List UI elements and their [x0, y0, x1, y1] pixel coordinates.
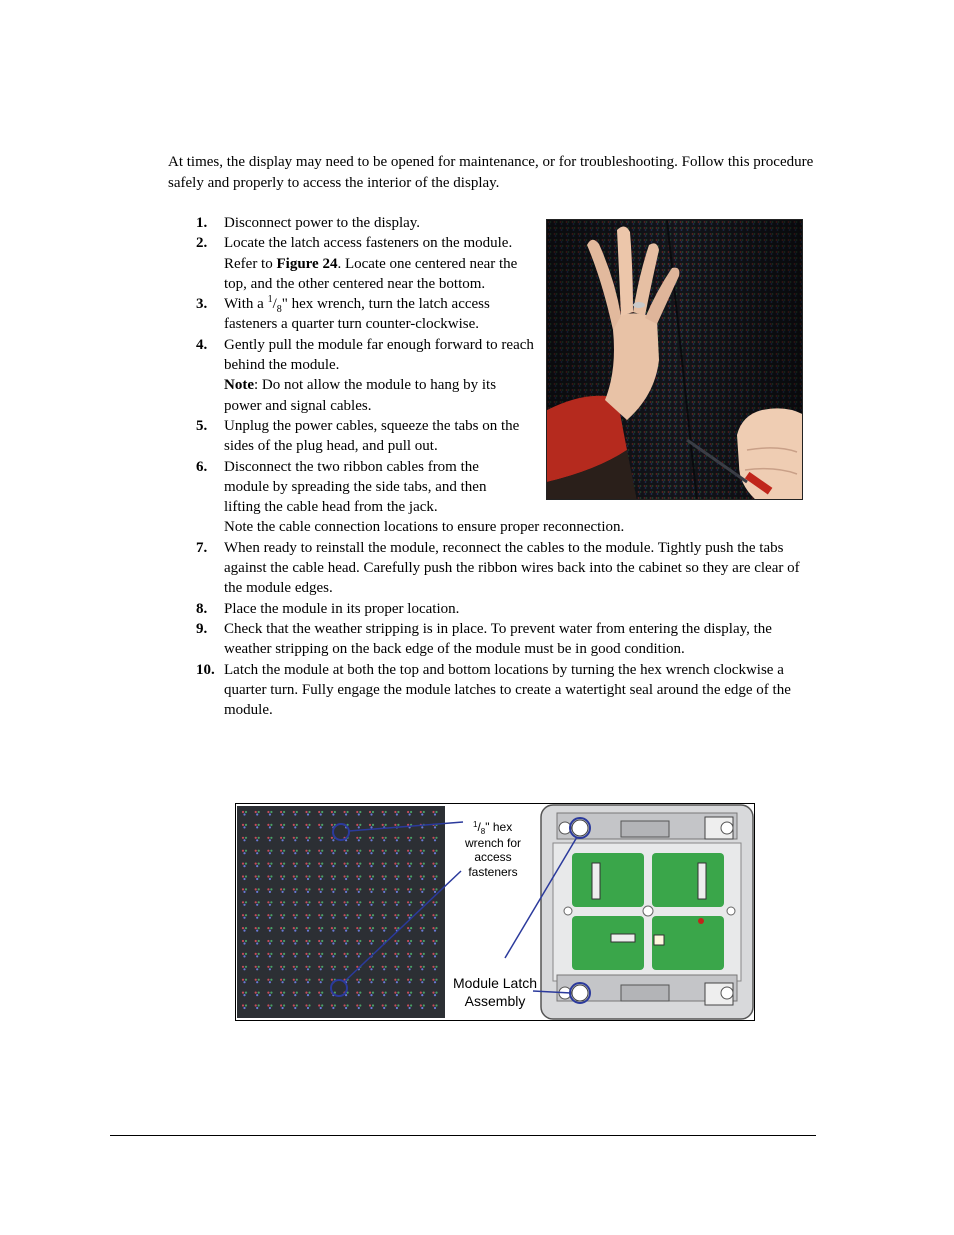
step-text: Gently pull the module far enough forward to reach behind the module. — [224, 336, 534, 374]
figure-reference: Figure 24 — [276, 255, 338, 272]
step-number: 3. — [196, 296, 208, 313]
step-text: Disconnect the two ribbon cables from the module by spreading the side tabs, and then lifting the cable head from the jack. — [224, 458, 487, 516]
step-text: Check that the weather stripping is in place. To prevent water from entering the display, the weather stripping on the back edge of the module must be in good condition. — [224, 620, 772, 658]
note-text: : Do not allow the module to hang by its power and signal cables. — [224, 377, 497, 414]
footer-rule — [110, 1135, 816, 1136]
step-text: " hex wrench, turn the latch access fasteners a quarter turn counter-clockwise. — [224, 296, 490, 333]
list-item — [168, 660, 818, 721]
latch-label-line2: Assembly — [464, 993, 526, 1009]
step-number: 1. — [196, 215, 208, 231]
wrench-label-line2: wrench for — [464, 836, 522, 850]
photo-illustration — [547, 220, 803, 500]
step-number: 2. — [196, 235, 208, 252]
intro-paragraph: At times, the display may need to be opened for maintenance, or for troubleshooting. Follow this procedure safely and properly to access the interior of the display. — [168, 154, 814, 191]
wrench-label: $^1/_8$" hex — [473, 820, 513, 836]
step-number: 6. — [196, 458, 208, 475]
list-item — [168, 538, 818, 599]
fraction: $^1/_8$ — [267, 294, 282, 316]
step-text: With a — [224, 296, 268, 313]
list-item — [168, 213, 534, 233]
list-item — [168, 619, 818, 660]
step-number: 8. — [196, 600, 208, 617]
list-item — [168, 416, 534, 457]
list-item — [168, 335, 534, 416]
step-text: Locate the latch access fasteners on the module. Refer to — [224, 235, 513, 272]
step-text: Place the module in its proper location. — [224, 600, 460, 617]
step-text: Latch the module at both the top and bottom locations by turning the hex wrench clockwise a quarter turn. Fully engage the module latches to create a watertight seal around the edge of the module. — [224, 661, 791, 719]
list-item — [168, 294, 534, 335]
latch-label-line1: Module Latch — [452, 975, 538, 991]
module-diagram — [235, 803, 755, 1021]
note-label: Note — [224, 377, 254, 394]
module-latch-figure — [235, 803, 755, 1021]
wrench-label-line3: access — [474, 850, 512, 864]
wrench-label-line4: fasteners — [468, 865, 518, 879]
list-item — [168, 233, 534, 294]
step-text: Unplug the power cables, squeeze the tabs on the sides of the plug head, and pull out. — [224, 417, 520, 455]
module-removal-photo — [546, 219, 803, 500]
step-number: 9. — [196, 620, 208, 637]
step-text: . Locate one centered near the top, and the other centered near the bottom. — [224, 255, 518, 292]
step-number: 7. — [196, 539, 208, 556]
step-number: 5. — [196, 417, 208, 434]
list-item — [168, 599, 818, 619]
step-number: 10. — [196, 661, 215, 678]
step-text: When ready to reinstall the module, reconnect the cables to the module. Tightly push the tabs against the cable head. Carefully push the ribbon wires back into the cabinet so they are clear of the module edges. — [224, 539, 800, 597]
step-number: 4. — [196, 336, 208, 353]
step-text: Disconnect power to the display. — [224, 215, 421, 231]
step-text: Note the cable connection locations to ensure proper reconnection. — [224, 519, 625, 536]
